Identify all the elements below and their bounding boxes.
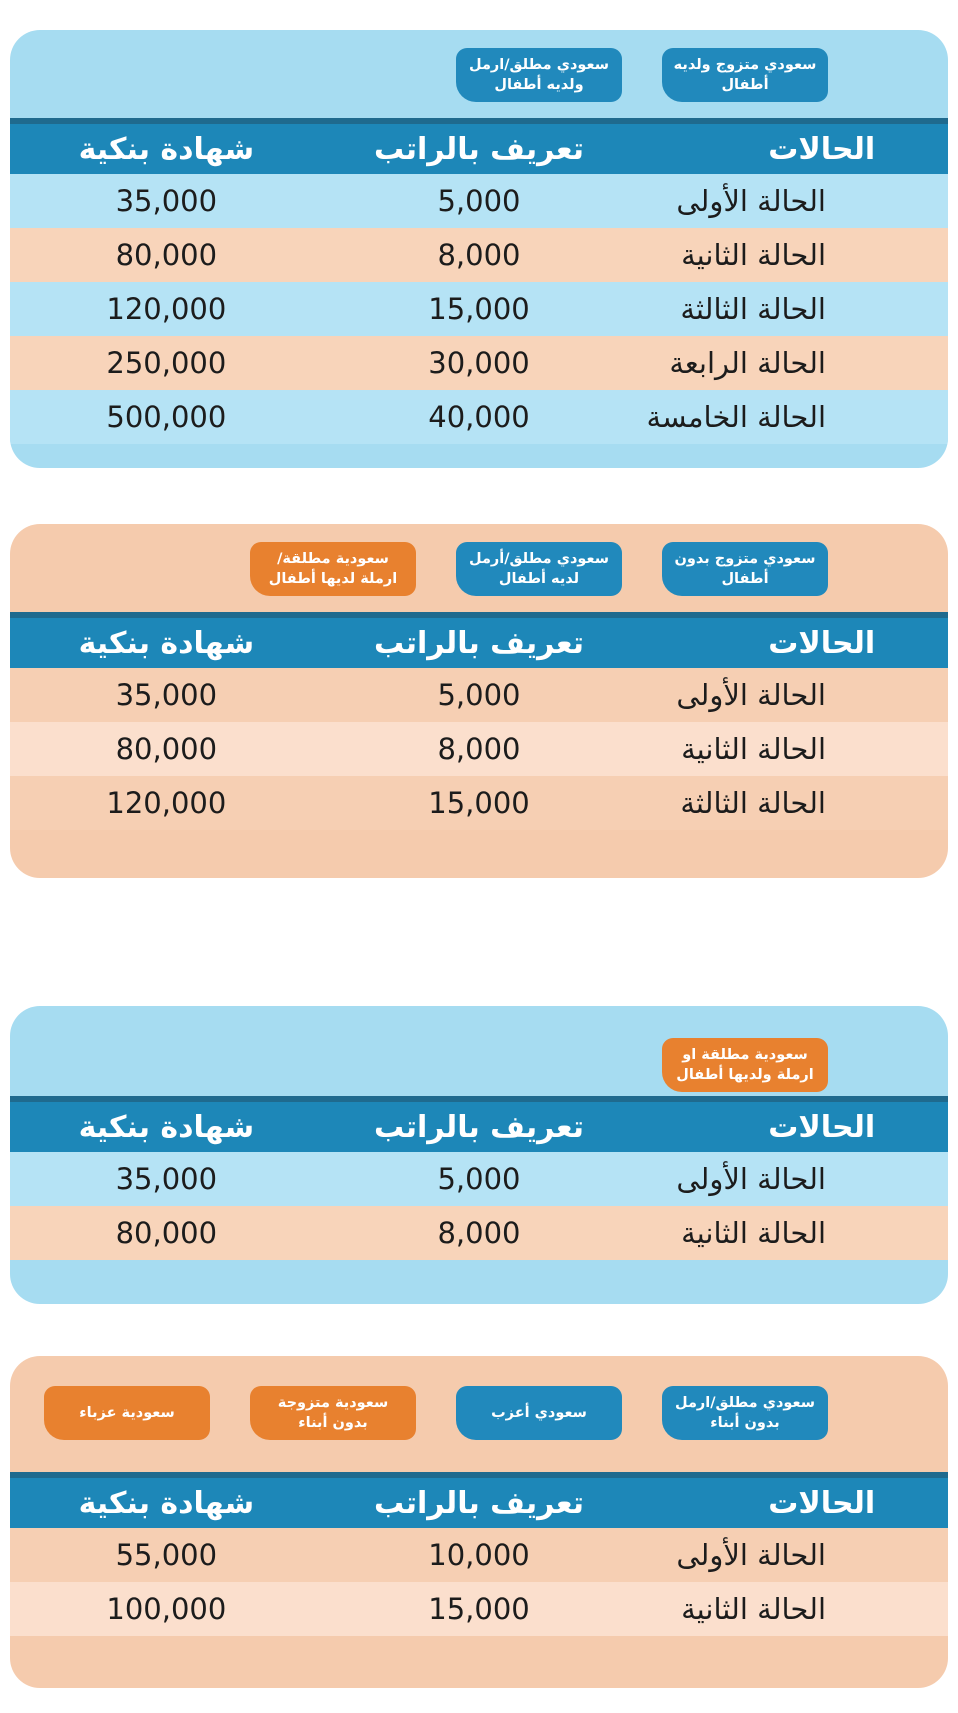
salary-value-cell: 5,000 [437, 184, 521, 218]
table-header [10, 1096, 948, 1152]
header-bank-label: شهادة بنكية [78, 131, 255, 167]
header-cases-label: الحالات [768, 625, 876, 661]
table-header [10, 118, 948, 174]
salary-value-cell: 5,000 [437, 1162, 521, 1196]
bank-certificate-cell: 500,000 [106, 400, 227, 434]
table-body [10, 1152, 948, 1260]
badge-row [10, 1356, 948, 1472]
table-row [10, 174, 948, 228]
header-cases-label: الحالات [768, 1485, 876, 1521]
salary-value-cell: 40,000 [428, 400, 530, 434]
bank-certificate-cell: 100,000 [106, 1592, 227, 1626]
table-row [10, 1152, 948, 1206]
bank-certificate-cell: 55,000 [115, 1538, 218, 1572]
table-row [10, 282, 948, 336]
header-cases-label: الحالات [768, 1109, 876, 1145]
case-name-cell: الحالة الخامسة [646, 400, 826, 434]
badge-row [10, 1006, 948, 1096]
category-badge: سعودي متزوج بدون أطفال [662, 542, 828, 596]
salary-value-cell: 8,000 [437, 238, 521, 272]
case-name-cell: الحالة الأولى [676, 678, 826, 712]
header-cases-label: الحالات [768, 131, 876, 167]
category-badge: سعودي مطلق/أرمل لديه أطفال [456, 542, 622, 596]
cases-table-card [10, 30, 948, 468]
category-badge: سعودي مطلق/ارمل ولديه أطفال [456, 48, 622, 102]
case-name-cell: الحالة الأولى [676, 1162, 826, 1196]
cases-table-card [10, 1006, 948, 1304]
category-badge: سعودية متزوجة بدون أبناء [250, 1386, 416, 1440]
header-salary-label: تعريف بالراتب [373, 1485, 585, 1521]
bank-certificate-cell: 35,000 [115, 184, 218, 218]
case-name-cell: الحالة الثانية [681, 1592, 826, 1626]
bank-certificate-cell: 80,000 [115, 1216, 218, 1250]
case-name-cell: الحالة الثانية [681, 238, 826, 272]
header-bank-label: شهادة بنكية [78, 1109, 255, 1145]
category-badge: سعودية مطلقة او ارملة ولديها أطفال [662, 1038, 828, 1092]
table-header [10, 1472, 948, 1528]
table-row [10, 390, 948, 444]
bank-certificate-cell: 120,000 [106, 786, 227, 820]
salary-value-cell: 15,000 [428, 1592, 530, 1626]
bank-certificate-cell: 120,000 [106, 292, 227, 326]
badge-row [10, 524, 948, 612]
table-row [10, 722, 948, 776]
table-header [10, 612, 948, 668]
salary-value-cell: 8,000 [437, 1216, 521, 1250]
header-bank-label: شهادة بنكية [78, 625, 255, 661]
table-row [10, 1582, 948, 1636]
table-body [10, 1528, 948, 1636]
case-name-cell: الحالة الرابعة [669, 346, 826, 380]
category-badge: سعودي متزوج ولديه أطفال [662, 48, 828, 102]
salary-value-cell: 5,000 [437, 678, 521, 712]
bank-certificate-cell: 35,000 [115, 1162, 218, 1196]
case-name-cell: الحالة الثالثة [680, 786, 826, 820]
case-name-cell: الحالة الثالثة [680, 292, 826, 326]
header-salary-label: تعريف بالراتب [373, 1109, 585, 1145]
header-bank-label: شهادة بنكية [78, 1485, 255, 1521]
header-salary-label: تعريف بالراتب [373, 625, 585, 661]
bank-certificate-cell: 80,000 [115, 732, 218, 766]
category-badge: سعودي أعزب [456, 1386, 622, 1440]
table-row [10, 776, 948, 830]
badge-row [10, 30, 948, 118]
category-badge: سعودية عزباء [44, 1386, 210, 1440]
case-name-cell: الحالة الأولى [676, 1538, 826, 1572]
salary-value-cell: 15,000 [428, 786, 530, 820]
case-name-cell: الحالة الثانية [681, 732, 826, 766]
category-badge: سعودي مطلق/ارمل بدون أبناء [662, 1386, 828, 1440]
bank-certificate-cell: 35,000 [115, 678, 218, 712]
table-body [10, 668, 948, 830]
table-row [10, 336, 948, 390]
table-row [10, 228, 948, 282]
table-row [10, 1206, 948, 1260]
category-badge: سعودية مطلقة/ارملة لديها أطفال [250, 542, 416, 596]
table-body [10, 174, 948, 444]
salary-value-cell: 15,000 [428, 292, 530, 326]
case-name-cell: الحالة الثانية [681, 1216, 826, 1250]
cases-table-card [10, 524, 948, 878]
salary-value-cell: 8,000 [437, 732, 521, 766]
salary-value-cell: 10,000 [428, 1538, 530, 1572]
header-salary-label: تعريف بالراتب [373, 131, 585, 167]
table-row [10, 668, 948, 722]
bank-certificate-cell: 250,000 [106, 346, 227, 380]
cases-table-card [10, 1356, 948, 1688]
bank-certificate-cell: 80,000 [115, 238, 218, 272]
case-name-cell: الحالة الأولى [676, 184, 826, 218]
salary-value-cell: 30,000 [428, 346, 530, 380]
table-row [10, 1528, 948, 1582]
